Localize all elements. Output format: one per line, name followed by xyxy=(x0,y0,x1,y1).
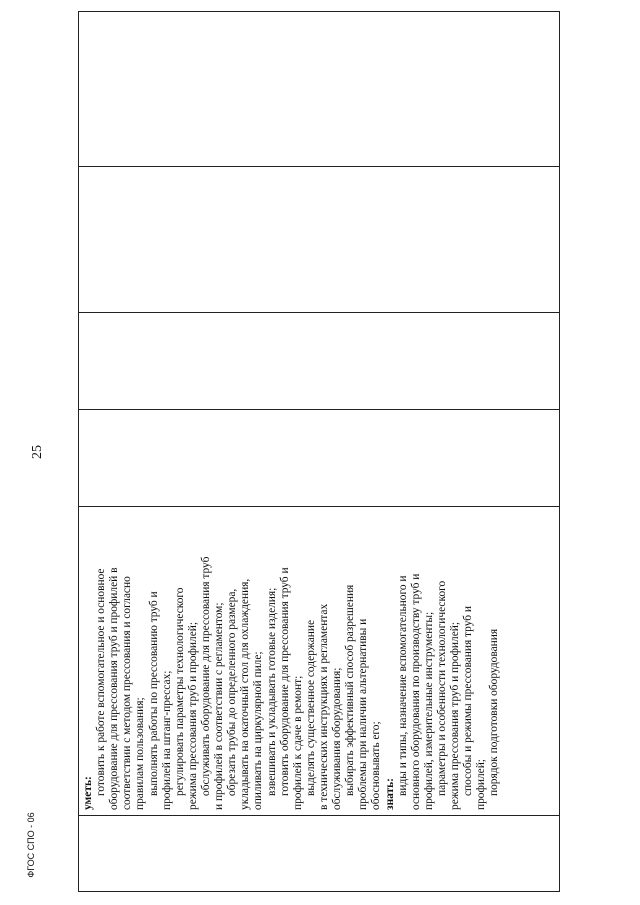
text-line: выполнять работы по прессованию труб и xyxy=(147,591,160,796)
text-line: виды и типы, назначение вспомогательного и xyxy=(396,575,409,796)
text-line: выделять существенное содержание xyxy=(304,619,317,796)
table-cell-empty-4 xyxy=(79,12,560,167)
text-line: порядок подготовки оборудования xyxy=(488,628,501,796)
text-line: соответствии с методом прессования и согласно xyxy=(121,576,134,810)
text-line: знать: xyxy=(383,778,396,810)
text-line: профилей на штанг-прессах; xyxy=(160,670,173,810)
text-line: параметры и особенности технологического xyxy=(435,580,448,796)
text-line: опиливать на циркулярной пиле; xyxy=(252,651,265,810)
text-line: регулировать параметры технологического xyxy=(173,587,186,796)
table-cell-index xyxy=(79,816,560,892)
table-cell-empty-1 xyxy=(79,410,560,507)
text-line: в технических инструкциях и регламентах xyxy=(317,603,330,810)
page-number: 25 xyxy=(30,445,45,459)
text-line: способы и режимы прессования труб и xyxy=(462,606,475,796)
text-line: основного оборудования по производству труб и xyxy=(409,573,422,810)
footer-code: ФГОС СПО - 06 xyxy=(26,812,36,878)
table-cell-requirements xyxy=(79,507,560,816)
requirements-table xyxy=(78,12,560,892)
text-line: профилей, измерительные инструменты; xyxy=(422,611,435,810)
text-line: выбирать эффективный способ разрешения xyxy=(344,584,357,796)
text-line: укладывать на окаточный стол для охлаждения, xyxy=(239,578,252,810)
text-line: уметь: xyxy=(82,776,94,810)
table-cell-empty-3 xyxy=(79,167,560,313)
text-line: обосновывать его; xyxy=(370,721,383,810)
text-line: проблемы при наличии альтернативы и xyxy=(357,618,370,810)
text-line: готовить к работе вспомогательное и основное xyxy=(95,568,108,796)
text-line: и профилей в соответствии с регламентом; xyxy=(213,602,226,810)
text-line: обслуживания оборудования; xyxy=(331,667,344,810)
table-cell-empty-2 xyxy=(79,313,560,410)
text-line: оборудование для прессования труб и профилей в xyxy=(108,567,121,810)
text-line: взвешивать и укладывать готовые изделия; xyxy=(265,587,278,796)
text-line: профилей к сдаче в ремонт; xyxy=(291,675,304,810)
text-line: режима прессования труб и профилей; xyxy=(449,621,462,810)
text-line: обслуживать оборудование для прессования труб xyxy=(199,556,212,796)
text-line: правилам пользования; xyxy=(134,697,147,810)
text-line: режима прессования труб и профилей; xyxy=(186,621,199,810)
text-line: обрезать трубы до определенного размера, xyxy=(226,588,239,796)
requirements-text xyxy=(79,507,558,815)
text-line: профилей; xyxy=(475,759,488,810)
text-line: готовить оборудование для прессования труб и xyxy=(278,567,291,796)
